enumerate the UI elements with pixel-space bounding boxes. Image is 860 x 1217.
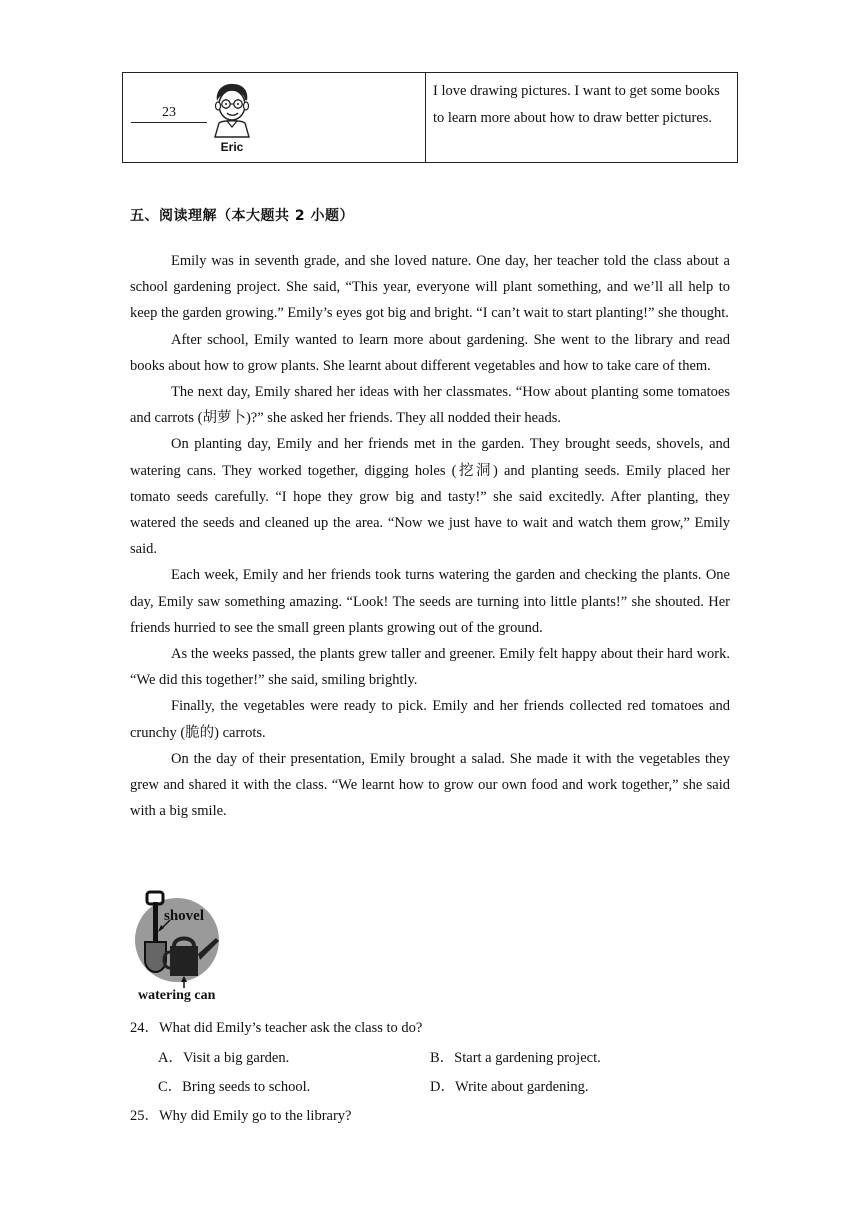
eric-name-label: Eric: [220, 140, 244, 154]
passage-paragraph: Finally, the vegetables were ready to pick. Emily and her friends collected red tomatoes and crunchy (脆的) carrots.: [130, 698, 730, 741]
passage-paragraph: Emily was in seventh grade, and she loved nature. One day, her teacher told the class about a school gardening project. She said, “This year, everyone will plant something, and we’ll all help to keep the garden growing.” Emily’s eyes got big and bright. “I can’t wait to start planting!” she thought.: [130, 253, 730, 322]
option-b[interactable]: B．Start a gardening project.: [430, 1050, 601, 1066]
reading-passage: [130, 248, 730, 824]
shovel-label: shovel: [164, 908, 205, 924]
question-25: 25．Why did Emily go to the library?: [130, 1108, 352, 1124]
matching-table-row: [122, 72, 738, 163]
option-a[interactable]: A．Visit a big garden.: [158, 1050, 290, 1066]
section-heading: 五、阅读理解（本大题共 2 小题）: [130, 208, 354, 224]
answer-blank[interactable]: 23: [131, 105, 207, 123]
passage-paragraph: Each week, Emily and her friends took turns watering the garden and checking the plants. One day, Emily saw something amazing. “Look! The seeds are turning into little plants!” she shouted. Her friends hurried to see the small green plants growing out of the ground.: [130, 567, 730, 636]
passage-paragraph: After school, Emily wanted to learn more about gardening. She went to the library and read books about how to grow plants. She learnt about different vegetables and how to take care of them.: [130, 331, 730, 374]
passage-paragraph: As the weeks passed, the plants grew taller and greener. Emily felt happy about their hard work. “We did this together!” she said, smiling brightly.: [130, 646, 730, 689]
option-c[interactable]: C．Bring seeds to school.: [158, 1079, 311, 1095]
eric-description: I love drawing pictures. I want to get some books to learn more about how to draw better pictures.: [433, 83, 720, 126]
question-24: 24．What did Emily’s teacher ask the class to do?: [130, 1020, 423, 1036]
watering-can-label: watering can: [138, 988, 216, 1003]
eric-portrait: [209, 81, 255, 155]
passage-paragraph: The next day, Emily shared her ideas with her classmates. “How about planting some tomatoes and carrots (胡萝卜)?” she asked her friends. They all nodded their heads.: [130, 384, 730, 427]
shovel-watering-can-image: [130, 888, 230, 1004]
option-d[interactable]: D．Write about gardening.: [430, 1079, 589, 1095]
passage-paragraph: On the day of their presentation, Emily brought a salad. She made it with the vegetables they grew and shared it with the class. “We learnt how to grow our own food and work together,” she said with a big smile.: [130, 750, 730, 820]
table-divider: [425, 73, 426, 162]
passage-paragraph: On planting day, Emily and her friends met in the garden. They brought seeds, shovels, and watering cans. They worked together, digging holes (挖洞) and planting seeds. Emily placed her tomato seeds carefully. “I hope they grow big and tasty!” she said excitedly. After planting, they watered the seeds and cleaned up the area. “Now we just have to wait and watch them grow,” Emily said.: [130, 436, 730, 558]
